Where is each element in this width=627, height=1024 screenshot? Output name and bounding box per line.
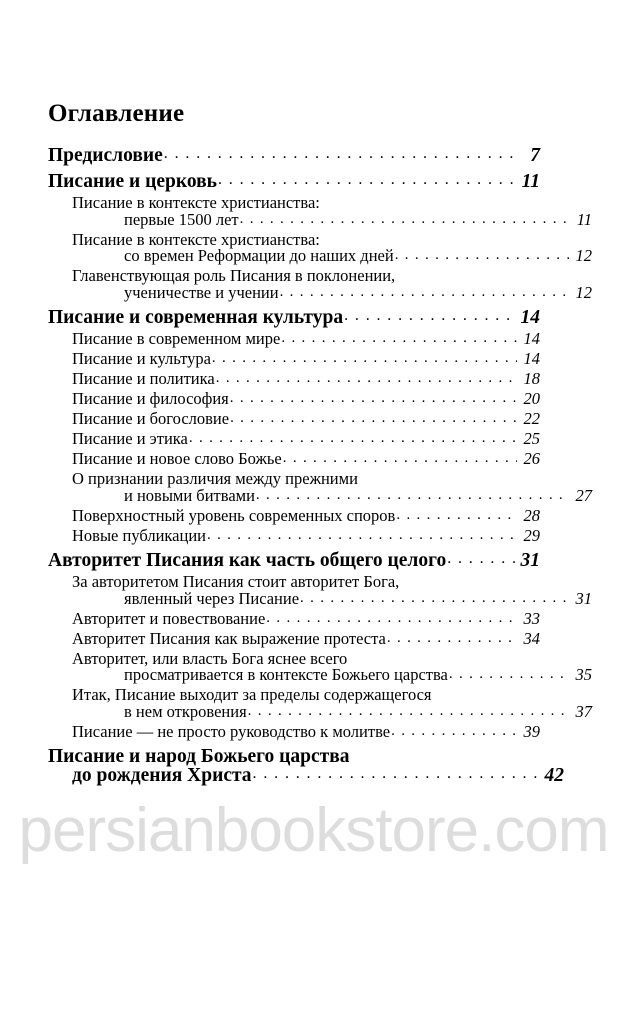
- toc-line: [48, 747, 540, 767]
- toc-line: [72, 505, 540, 525]
- toc-entry-label: Писание и церковь: [48, 170, 217, 192]
- toc-entry[interactable]: [48, 331, 540, 348]
- toc-entry-label: Писание и народ Божьего царства: [48, 745, 350, 767]
- toc-entry[interactable]: [48, 146, 540, 166]
- toc-line: [48, 146, 540, 166]
- toc-entry-label: до рождения Христа: [72, 765, 252, 786]
- page-title: Оглавление: [48, 100, 185, 127]
- toc-line: [72, 371, 540, 388]
- toc-page-number: 37: [575, 701, 592, 721]
- toc-line: [72, 701, 592, 721]
- toc-entry[interactable]: [48, 266, 592, 302]
- toc-dot-leader: [395, 248, 569, 263]
- toc-dot-leader: [253, 766, 541, 782]
- toc-entry-label: Писание и современная культура: [48, 306, 344, 328]
- toc-line: [72, 721, 540, 741]
- toc-dot-leader: [266, 611, 517, 626]
- toc-line: [72, 351, 540, 368]
- toc-entry[interactable]: [48, 469, 592, 505]
- toc-entry-label: Писание — не просто руководство к молитве: [72, 721, 391, 741]
- toc-dot-leader: [281, 331, 517, 346]
- toc-entry-label: Писание в современном мире: [72, 329, 281, 348]
- toc-dot-leader: [256, 488, 569, 503]
- toc-dot-leader: [216, 371, 517, 386]
- toc-line: [48, 172, 540, 192]
- toc-entry[interactable]: [48, 525, 540, 545]
- toc-page-number: 22: [523, 409, 540, 428]
- toc-dot-leader: [230, 391, 517, 406]
- toc-dot-leader: [218, 172, 517, 188]
- toc-entry[interactable]: [48, 551, 540, 571]
- toc-line: [48, 308, 540, 328]
- toc-page-number: 12: [575, 246, 592, 265]
- toc-dot-leader: [449, 667, 569, 682]
- toc-entry-label: Писание и философия: [72, 389, 229, 408]
- toc-dot-leader: [447, 551, 517, 567]
- toc-entry-label: со времен Реформации до наших дней: [124, 246, 394, 265]
- toc-page-number: 33: [523, 608, 540, 628]
- toc-entry-label: Итак, Писание выходит за пределы содержащегося: [72, 685, 432, 704]
- toc-line: [72, 485, 592, 505]
- table-of-contents: [48, 140, 592, 790]
- toc-entry[interactable]: [48, 172, 540, 192]
- toc-line: [48, 551, 540, 571]
- toc-dot-leader: [240, 212, 569, 227]
- toc-dot-leader: [280, 285, 569, 300]
- toc-entry-label: Авторитет Писания как часть общего целого: [48, 549, 447, 571]
- toc-dot-leader: [212, 351, 517, 366]
- toc-dot-leader: [230, 411, 517, 426]
- toc-line: [72, 608, 540, 628]
- toc-dot-leader: [396, 508, 517, 523]
- toc-page-number: 14: [523, 349, 540, 368]
- toc-entry-label: Писание в контексте христианства:: [72, 229, 320, 249]
- toc-entry-label: первые 1500 лет: [124, 209, 239, 229]
- toc-entry[interactable]: [48, 505, 540, 525]
- toc-entry-label: ученичестве и учении: [124, 282, 279, 302]
- toc-entry-label: Писание и новое слово Божье: [72, 449, 282, 468]
- toc-entry[interactable]: [48, 721, 540, 741]
- toc-entry[interactable]: [48, 608, 540, 628]
- toc-line: [72, 628, 540, 648]
- toc-entry-label: Поверхностный уровень современных споров: [72, 505, 396, 525]
- watermark-text: persianbookstore.com: [18, 796, 609, 865]
- toc-page-number: 35: [575, 665, 592, 684]
- toc-entry-label: Писание в контексте христианства:: [72, 193, 320, 212]
- toc-page-number: 20: [523, 389, 540, 408]
- toc-page-number: 14: [520, 306, 540, 328]
- toc-line: [72, 451, 540, 468]
- toc-entry-label: Писание и этика: [72, 429, 188, 448]
- toc-line: [72, 209, 592, 229]
- toc-page-number: 28: [523, 505, 540, 525]
- toc-entry[interactable]: [48, 572, 592, 608]
- toc-dot-leader: [300, 591, 569, 606]
- toc-page-number: 39: [523, 721, 540, 741]
- toc-page-number: 27: [575, 485, 592, 505]
- toc-entry[interactable]: [48, 431, 540, 448]
- toc-entry-label: Писание и политика: [72, 369, 215, 388]
- toc-page-number: 11: [576, 209, 592, 229]
- toc-page-number: 31: [575, 588, 592, 608]
- toc-entry-label: в нем откровения: [124, 701, 247, 721]
- toc-entry[interactable]: [48, 745, 564, 786]
- toc-line: [72, 248, 592, 265]
- toc-entry[interactable]: [48, 229, 592, 266]
- toc-page-number: 34: [523, 628, 540, 648]
- toc-entry[interactable]: [48, 685, 592, 721]
- toc-entry-label: Авторитет и повествование: [72, 608, 266, 628]
- toc-line: [72, 667, 592, 684]
- toc-entry-label: О признании различия между прежними: [72, 469, 358, 488]
- toc-entry[interactable]: [48, 451, 540, 468]
- toc-entry[interactable]: [48, 628, 540, 648]
- toc-page-number: 14: [523, 329, 540, 348]
- toc-page-number: 26: [523, 449, 540, 468]
- toc-page-number: 42: [544, 765, 564, 786]
- toc-entry-label: Авторитет Писания как выражение протеста: [72, 628, 386, 648]
- toc-line: [72, 331, 540, 348]
- toc-dot-leader: [164, 146, 517, 162]
- toc-entry-label: и новыми битвами: [124, 485, 255, 505]
- toc-line: [72, 411, 540, 428]
- toc-line: [72, 588, 592, 608]
- toc-entry-label: Писание и культура: [72, 349, 211, 368]
- toc-page-number: 11: [521, 170, 540, 192]
- toc-dot-leader: [189, 431, 517, 446]
- toc-page-number: 25: [523, 429, 540, 448]
- toc-entry[interactable]: [48, 308, 540, 328]
- toc-entry-label: Главенствующая роль Писания в поклонении,: [72, 266, 396, 285]
- toc-entry[interactable]: [48, 411, 540, 428]
- toc-dot-leader: [387, 631, 517, 646]
- toc-line: [48, 766, 564, 786]
- toc-page-number: 31: [520, 549, 540, 571]
- toc-entry[interactable]: [48, 391, 540, 408]
- toc-entry-label: Предисловие: [48, 145, 163, 166]
- toc-page-number: 12: [575, 282, 592, 302]
- toc-line: [72, 525, 540, 545]
- toc-entry[interactable]: [48, 371, 540, 388]
- toc-entry[interactable]: [48, 193, 592, 229]
- toc-entry-label: Писание и богословие: [72, 409, 230, 428]
- toc-line: [72, 282, 592, 302]
- toc-page-number: 7: [530, 145, 540, 166]
- toc-dot-leader: [283, 451, 517, 466]
- toc-dot-leader: [248, 704, 569, 719]
- toc-line: [72, 431, 540, 448]
- toc-entry-label: явленный через Писание: [124, 588, 300, 608]
- toc-dot-leader: [207, 528, 517, 543]
- toc-entry[interactable]: [48, 648, 592, 685]
- toc-entry-label: просматривается в контексте Божьего царства: [124, 665, 448, 684]
- toc-line: [72, 391, 540, 408]
- toc-entry-label: Авторитет, или власть Бога яснее всего: [72, 648, 348, 668]
- toc-page-number: 29: [523, 525, 540, 545]
- toc-entry[interactable]: [48, 351, 540, 368]
- toc-dot-leader: [391, 724, 517, 739]
- toc-page-number: 18: [523, 369, 540, 388]
- toc-entry-label: За авторитетом Писания стоит авторитет Бога,: [72, 572, 400, 591]
- toc-dot-leader: [344, 308, 517, 324]
- toc-entry-label: Новые публикации: [72, 525, 206, 545]
